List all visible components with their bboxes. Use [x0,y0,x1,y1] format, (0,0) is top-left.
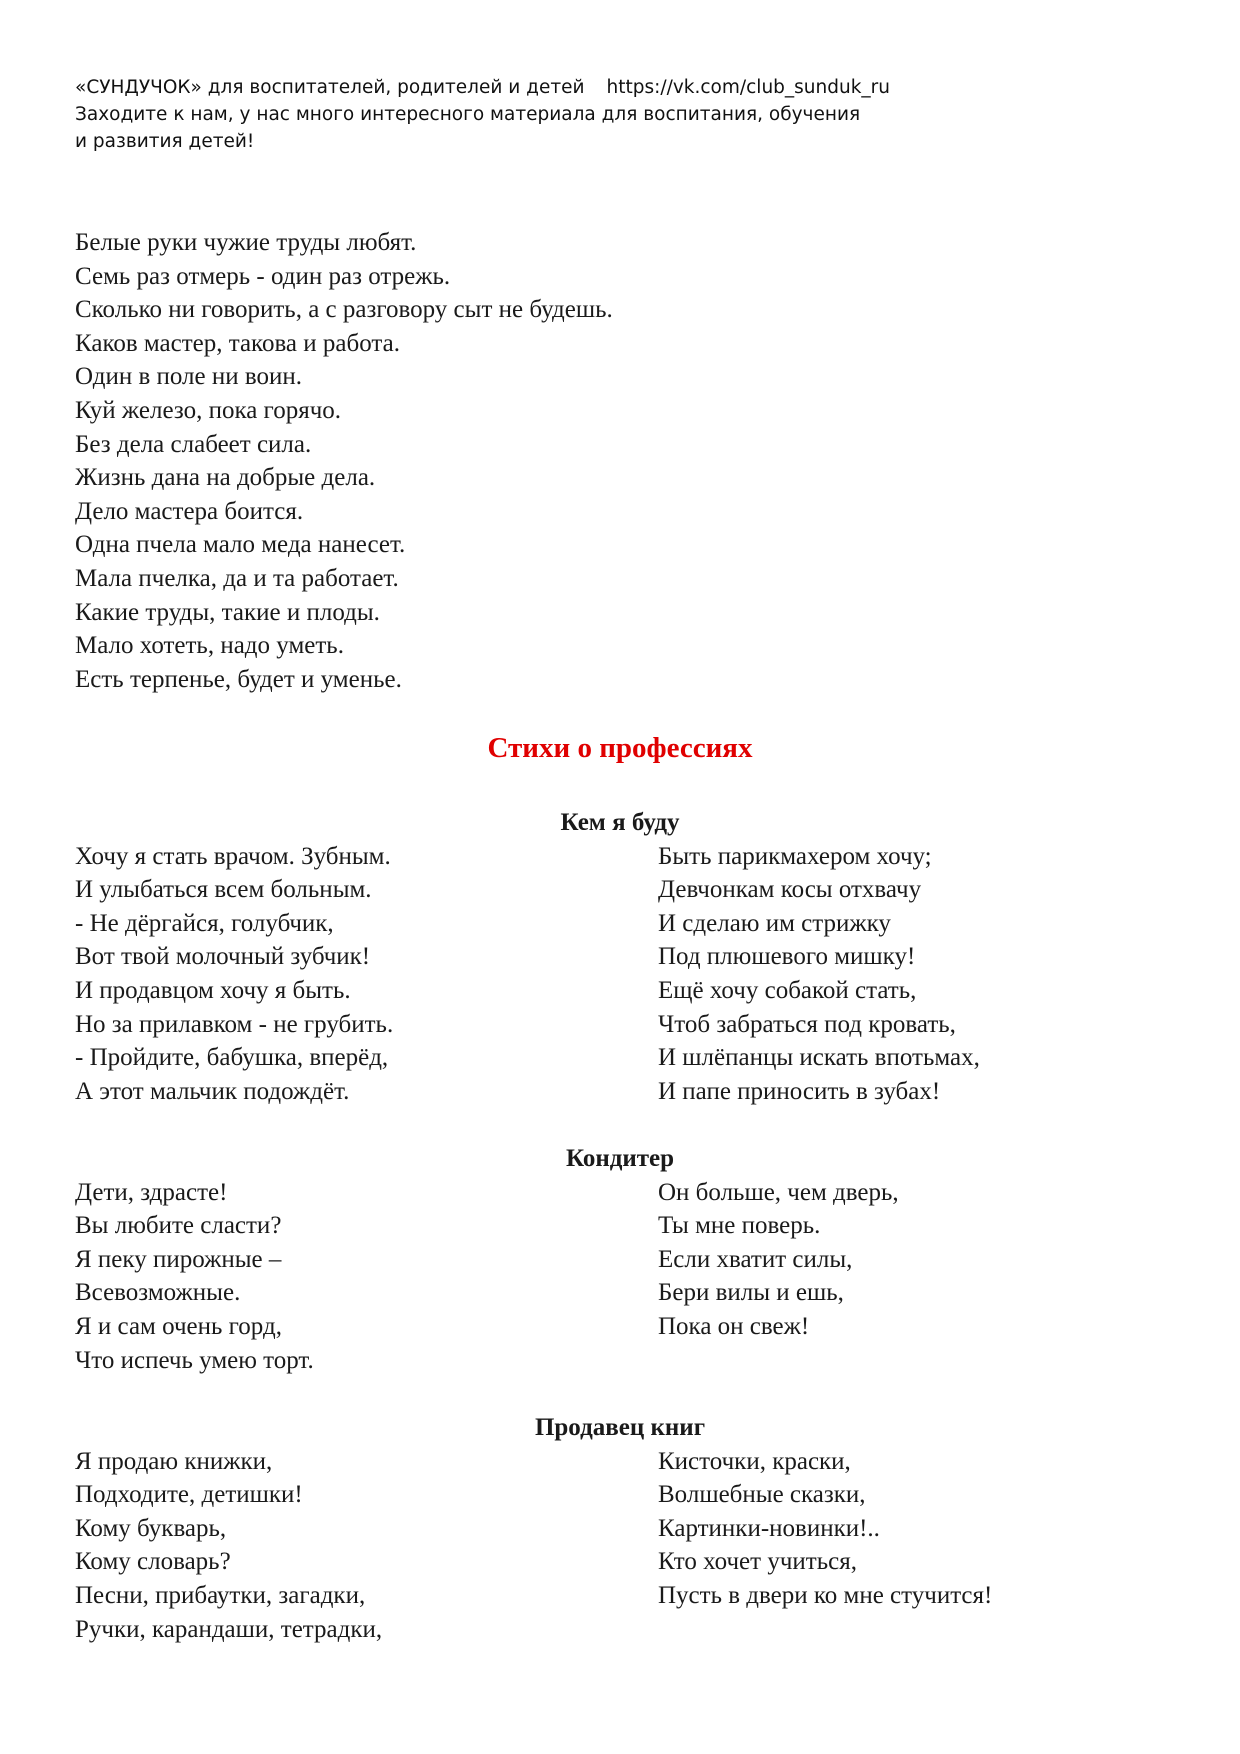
header-line-1 [75,74,1075,101]
poem-line: Хочу я стать врачом. Зубным. [75,842,391,870]
poem-column-right [658,1445,992,1613]
poem-line: А этот мальчик подождёт. [75,1077,350,1105]
proverb-line: Дело мастера боится. [75,497,304,525]
poem-line: Дети, здрасте! [75,1178,228,1206]
poem-line: Всевозможные. [75,1279,241,1307]
poem-column-left [75,1176,314,1378]
poem-line: Кому букварь, [75,1514,227,1542]
poem-line: - Не дёргайся, голубчик, [75,909,334,937]
proverb-line: Мало хотеть, надо уметь. [75,632,344,660]
poem-line: Песни, прибаутки, загадки, [75,1581,366,1609]
header-line-3: и развития детей! [75,131,255,152]
proverb-line: Один в поле ни воин. [75,363,303,391]
poem-column-left [75,840,393,1109]
poem-line: И продавцом хочу я быть. [75,976,351,1004]
poem-title-text: Продавец книг [534,1414,706,1441]
poem-line: Кому словарь? [75,1548,231,1576]
header-url-link[interactable]: https://vk.com/club_sunduk_ru [606,77,891,98]
poem-title-text: Кондитер [565,1145,675,1172]
poem-line: И сделаю им стрижку [658,909,891,937]
poem-line: Под плюшевого мишку! [658,943,916,971]
poem-line: Пусть в двери ко мне стучится! [658,1581,993,1609]
poem-kem-ya-budu [0,806,1240,1105]
poem-column-right [658,840,980,1109]
poem-line: Девчонкам косы отхвачу [658,876,922,904]
header-line-2: Заходите к нам, у нас много интересного материала для воспитания, обучения [75,104,861,125]
proverb-line: Есть терпенье, будет и уменье. [75,665,402,693]
proverb-line: Одна пчела мало меда нанесет. [75,531,406,559]
poem-line: Вы любите сласти? [75,1212,282,1240]
poem-line: - Пройдите, бабушка, вперёд, [75,1044,389,1072]
poem-line: Я продаю книжки, [75,1447,273,1475]
poem-line: Подходите, детишки! [75,1481,303,1509]
poem-line: Он больше, чем дверь, [658,1178,899,1206]
proverb-line: Куй железо, пока горячо. [75,396,342,424]
poem-line: И шлёпанцы искать впотьмах, [658,1044,980,1072]
poem-column-right [658,1176,899,1344]
proverb-line: Каков мастер, такова и работа. [75,329,400,357]
poem-line: Картинки-новинки!.. [658,1514,880,1542]
poem-line: Волшебные сказки, [658,1481,866,1509]
proverb-line: Какие труды, такие и плоды. [75,598,380,626]
poem-title-text: Кем я буду [560,809,680,836]
proverb-line: Жизнь дана на добрые дела. [75,464,376,492]
header-brand-text: «СУНДУЧОК» для воспитателей, родителей и детей [75,77,585,98]
proverb-line: Мала пчелка, да и та работает. [75,564,399,592]
poem-line: Кто хочет учиться, [658,1548,857,1576]
poem-title [0,806,1240,840]
poem-line: Кисточки, краски, [658,1447,851,1475]
poem-line: Быть парикмахером хочу; [658,842,932,870]
poem-line: И улыбаться всем больным. [75,876,372,904]
proverb-line: Без дела слабеет сила. [75,430,312,458]
poem-line: Что испечь умею торт. [75,1346,314,1374]
poem-line: Я и сам очень горд, [75,1312,282,1340]
poem-line: Но за прилавком - не грубить. [75,1010,394,1038]
poem-prodavets-knig [0,1411,1240,1643]
proverb-line: Сколько ни говорить, а с разговору сыт не будешь. [75,296,613,324]
poem-line: Ты мне поверь. [658,1212,821,1240]
poem-line: Ещё хочу собакой стать, [658,976,917,1004]
poem-line: Пока он свеж! [658,1312,810,1340]
poem-konditer [0,1142,1240,1374]
poem-line: Если хватит силы, [658,1245,853,1273]
poem-line: Ручки, карандаши, тетрадки, [75,1615,383,1643]
poem-title [0,1142,1240,1176]
poem-line: Вот твой молочный зубчик! [75,943,371,971]
proverb-line: Семь раз отмерь - один раз отрежь. [75,262,451,290]
proverb-line: Белые руки чужие труды любят. [75,229,417,256]
section-title: Стихи о профессиях [487,732,753,764]
poem-line: Я пеку пирожные – [75,1245,282,1273]
poem-line: Бери вилы и ешь, [658,1279,844,1307]
site-header [75,74,1075,155]
proverbs-list [75,226,975,696]
poem-line: Чтоб забраться под кровать, [658,1010,956,1038]
poem-title [0,1411,1240,1445]
poem-column-left [75,1445,382,1647]
poem-line: И папе приносить в зубах! [658,1077,941,1105]
